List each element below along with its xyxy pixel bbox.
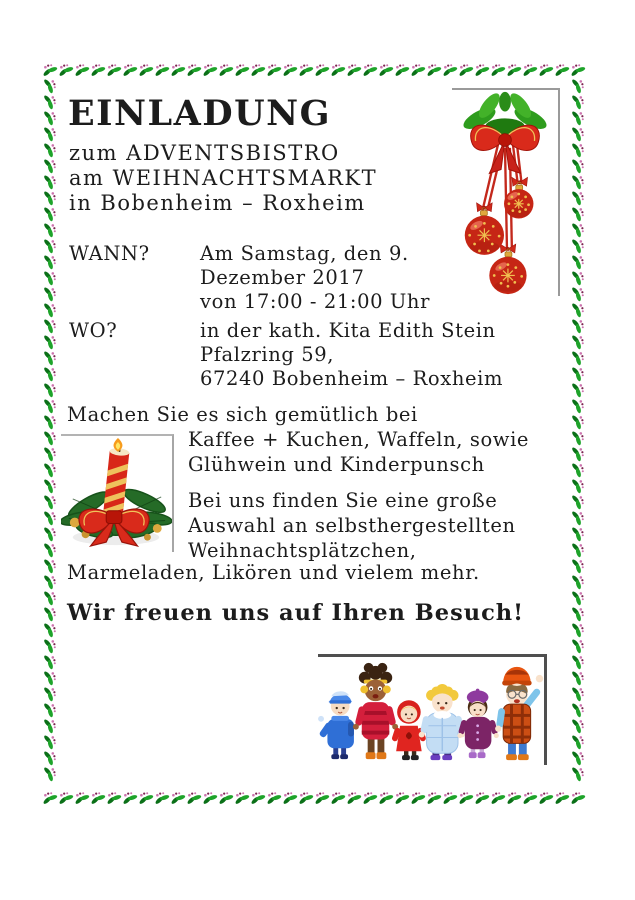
where-line-2: Pfalzring 59, (200, 343, 335, 366)
holly-sprig-icon (474, 790, 490, 806)
holly-sprig-icon (554, 62, 570, 78)
subtitle-line-1: zum ADVENTSBISTRO (69, 141, 340, 165)
holly-sprig-icon (42, 318, 58, 334)
holly-sprig-icon (410, 62, 426, 78)
holly-sprig-icon (42, 446, 58, 462)
holly-sprig-icon (378, 62, 394, 78)
holly-sprig-icon (554, 790, 570, 806)
holly-sprig-icon (570, 190, 586, 206)
holly-sprig-icon (42, 430, 58, 446)
offer-line-2: Glühwein und Kinderpunsch (188, 453, 485, 476)
holly-sprig-icon (74, 62, 90, 78)
holly-sprig-icon (42, 222, 58, 238)
holly-sprig-icon (42, 494, 58, 510)
holly-sprig-icon (538, 790, 554, 806)
holly-sprig-icon (186, 62, 202, 78)
holly-sprig-icon (570, 302, 586, 318)
holly-sprig-icon (218, 62, 234, 78)
holly-sprig-icon (570, 718, 586, 734)
closing-line: Wir freuen uns auf Ihren Besuch! (67, 600, 525, 626)
holly-sprig-icon (74, 790, 90, 806)
holly-sprig-icon (570, 110, 586, 126)
holly-sprig-icon (42, 670, 58, 686)
holly-sprig-icon (106, 62, 122, 78)
holly-sprig-icon (570, 510, 586, 526)
holly-sprig-icon (570, 430, 586, 446)
holly-sprig-icon (314, 62, 330, 78)
where-line-3: 67240 Bobenheim – Roxheim (200, 367, 504, 390)
holly-sprig-icon (42, 126, 58, 142)
holly-sprig-icon (506, 62, 522, 78)
holly-border-bottom (42, 790, 587, 806)
holly-sprig-icon (42, 350, 58, 366)
holly-sprig-icon (570, 254, 586, 270)
holly-sprig-icon (346, 62, 362, 78)
holly-sprig-icon (570, 94, 586, 110)
holly-sprig-icon (42, 286, 58, 302)
holly-sprig-icon (42, 478, 58, 494)
holly-sprig-icon (42, 750, 58, 766)
holly-sprig-icon (570, 158, 586, 174)
holly-sprig-icon (570, 558, 586, 574)
baubles-image-frame (452, 88, 560, 296)
holly-sprig-icon (570, 670, 586, 686)
holly-sprig-icon (570, 734, 586, 750)
holly-sprig-icon (42, 766, 58, 782)
holly-sprig-icon (154, 790, 170, 806)
holly-sprig-icon (330, 62, 346, 78)
holly-sprig-icon (42, 270, 58, 286)
advent-candle-illustration (61, 436, 172, 552)
holly-sprig-icon (570, 334, 586, 350)
when-label: WANN? (69, 242, 150, 265)
holly-sprig-icon (42, 366, 58, 382)
holly-sprig-icon (42, 94, 58, 110)
holly-sprig-icon (570, 766, 586, 782)
offer-line-1: Kaffee + Kuchen, Waffeln, sowie (188, 428, 530, 451)
holly-sprig-icon (506, 790, 522, 806)
holly-sprig-icon (202, 790, 218, 806)
holly-sprig-icon (42, 414, 58, 430)
holly-sprig-icon (570, 238, 586, 254)
holly-sprig-icon (346, 790, 362, 806)
holly-sprig-icon (570, 542, 586, 558)
holly-sprig-icon (570, 446, 586, 462)
christmas-baubles-illustration (452, 90, 558, 296)
holly-sprig-icon (362, 790, 378, 806)
holly-sprig-icon (90, 62, 106, 78)
holly-sprig-icon (282, 790, 298, 806)
holly-sprig-icon (42, 302, 58, 318)
holly-sprig-icon (122, 790, 138, 806)
holly-sprig-icon (570, 270, 586, 286)
holly-sprig-icon (58, 62, 74, 78)
where-line-1: in der kath. Kita Edith Stein (200, 319, 496, 342)
subtitle-line-3: in Bobenheim – Roxheim (69, 191, 366, 215)
intro-line: Machen Sie es sich gemütlich bei (67, 403, 418, 426)
holly-sprig-icon (42, 790, 58, 806)
holly-sprig-icon (42, 526, 58, 542)
holly-sprig-icon (570, 574, 586, 590)
holly-sprig-icon (330, 790, 346, 806)
when-line-1: Am Samstag, den 9. (200, 242, 409, 265)
holly-sprig-icon (42, 398, 58, 414)
holly-sprig-icon (570, 286, 586, 302)
when-line-3: von 17:00 - 21:00 Uhr (200, 290, 431, 313)
holly-sprig-icon (234, 790, 250, 806)
holly-sprig-icon (570, 790, 586, 806)
holly-sprig-icon (266, 62, 282, 78)
holly-sprig-icon (298, 790, 314, 806)
holly-sprig-icon (314, 790, 330, 806)
holly-sprig-icon (202, 62, 218, 78)
holly-sprig-icon (42, 654, 58, 670)
holly-sprig-icon (42, 542, 58, 558)
holly-sprig-icon (490, 790, 506, 806)
range-line-3: Weihnachtsplätzchen, (188, 539, 417, 562)
holly-sprig-icon (42, 686, 58, 702)
holly-sprig-icon (42, 78, 58, 94)
holly-sprig-icon (42, 558, 58, 574)
when-line-2: Dezember 2017 (200, 266, 365, 289)
holly-sprig-icon (282, 62, 298, 78)
holly-sprig-icon (410, 790, 426, 806)
holly-sprig-icon (570, 318, 586, 334)
holly-sprig-icon (42, 206, 58, 222)
holly-sprig-icon (570, 462, 586, 478)
holly-sprig-icon (570, 222, 586, 238)
holly-sprig-icon (570, 78, 586, 94)
holly-sprig-icon (570, 638, 586, 654)
holly-sprig-icon (42, 590, 58, 606)
holly-sprig-icon (570, 382, 586, 398)
holly-sprig-icon (570, 686, 586, 702)
candle-image-frame (61, 434, 174, 552)
holly-sprig-icon (90, 790, 106, 806)
holly-sprig-icon (570, 606, 586, 622)
holly-sprig-icon (570, 206, 586, 222)
range-line-4: Marmeladen, Likören und vielem mehr. (67, 561, 480, 584)
holly-sprig-icon (170, 790, 186, 806)
holly-sprig-icon (298, 62, 314, 78)
holly-sprig-icon (170, 62, 186, 78)
holly-sprig-icon (570, 622, 586, 638)
holly-sprig-icon (570, 174, 586, 190)
holly-sprig-icon (426, 790, 442, 806)
holly-sprig-icon (570, 478, 586, 494)
holly-sprig-icon (42, 574, 58, 590)
holly-sprig-icon (250, 62, 266, 78)
holly-sprig-icon (42, 110, 58, 126)
holly-sprig-icon (250, 790, 266, 806)
holly-sprig-icon (394, 790, 410, 806)
holly-sprig-icon (570, 62, 586, 78)
holly-sprig-icon (570, 350, 586, 366)
holly-sprig-icon (42, 254, 58, 270)
holly-sprig-icon (42, 174, 58, 190)
holly-sprig-icon (42, 238, 58, 254)
holly-sprig-icon (570, 366, 586, 382)
holly-sprig-icon (490, 62, 506, 78)
holly-sprig-icon (186, 790, 202, 806)
holly-sprig-icon (42, 382, 58, 398)
holly-sprig-icon (42, 734, 58, 750)
holly-sprig-icon (570, 494, 586, 510)
holly-sprig-icon (42, 702, 58, 718)
holly-sprig-icon (42, 606, 58, 622)
holly-sprig-icon (42, 62, 58, 78)
holly-sprig-icon (458, 62, 474, 78)
holly-sprig-icon (570, 414, 586, 430)
holly-sprig-icon (570, 142, 586, 158)
holly-sprig-icon (538, 62, 554, 78)
holly-sprig-icon (442, 62, 458, 78)
holly-sprig-icon (442, 790, 458, 806)
subtitle-line-2: am WEIHNACHTSMARKT (69, 166, 378, 190)
holly-sprig-icon (570, 126, 586, 142)
holly-sprig-icon (42, 158, 58, 174)
holly-sprig-icon (42, 190, 58, 206)
holly-sprig-icon (570, 590, 586, 606)
holly-sprig-icon (154, 62, 170, 78)
holly-sprig-icon (426, 62, 442, 78)
holly-sprig-icon (378, 790, 394, 806)
holly-sprig-icon (42, 718, 58, 734)
page-title: EINLADUNG (68, 93, 332, 134)
holly-sprig-icon (42, 622, 58, 638)
holly-sprig-icon (42, 510, 58, 526)
holly-sprig-icon (122, 62, 138, 78)
children-winter-illustration (318, 657, 544, 765)
holly-sprig-icon (522, 790, 538, 806)
holly-sprig-icon (234, 62, 250, 78)
holly-sprig-icon (570, 702, 586, 718)
holly-sprig-icon (570, 750, 586, 766)
holly-sprig-icon (474, 62, 490, 78)
holly-sprig-icon (570, 526, 586, 542)
holly-sprig-icon (570, 654, 586, 670)
holly-sprig-icon (58, 790, 74, 806)
holly-sprig-icon (42, 334, 58, 350)
range-line-2: Auswahl an selbsthergestellten (188, 514, 516, 537)
holly-sprig-icon (218, 790, 234, 806)
where-label: WO? (69, 319, 118, 342)
range-line-1: Bei uns finden Sie eine große (188, 489, 498, 512)
holly-sprig-icon (42, 638, 58, 654)
holly-border-right (570, 78, 586, 790)
holly-sprig-icon (570, 398, 586, 414)
holly-sprig-icon (266, 790, 282, 806)
holly-sprig-icon (106, 790, 122, 806)
children-image-frame (318, 654, 547, 765)
holly-sprig-icon (42, 462, 58, 478)
holly-border-top (42, 62, 587, 78)
holly-sprig-icon (138, 62, 154, 78)
holly-sprig-icon (138, 790, 154, 806)
holly-sprig-icon (42, 142, 58, 158)
holly-sprig-icon (522, 62, 538, 78)
holly-sprig-icon (362, 62, 378, 78)
holly-border-left (42, 78, 58, 790)
holly-sprig-icon (458, 790, 474, 806)
holly-sprig-icon (394, 62, 410, 78)
